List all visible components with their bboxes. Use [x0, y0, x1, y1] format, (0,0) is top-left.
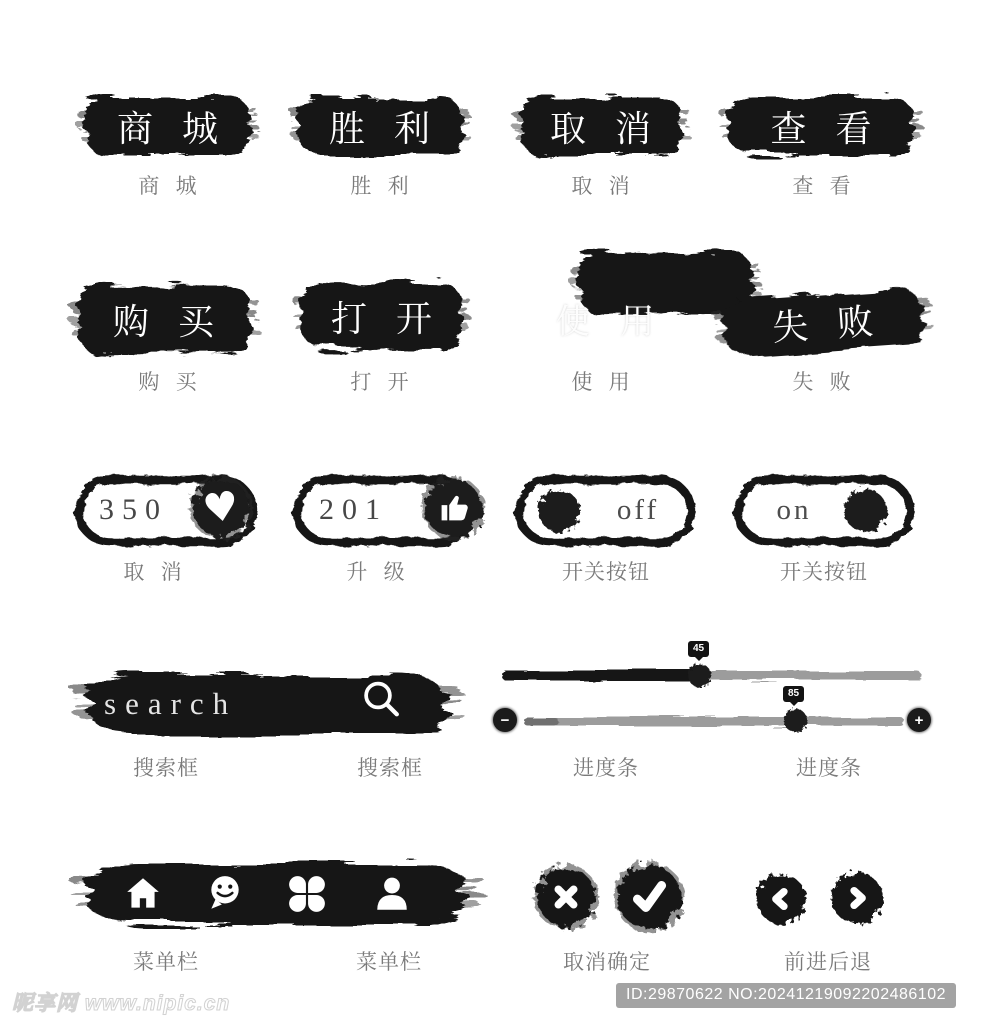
search-box[interactable] — [68, 662, 466, 746]
caption-toggle-upgrade: 升 级 — [346, 560, 406, 584]
button-fail[interactable] — [709, 274, 936, 369]
caption-back-forward: 前进后退 — [784, 950, 872, 974]
forward-icon — [825, 866, 889, 930]
minus-button[interactable]: − — [493, 708, 517, 732]
close-button[interactable] — [527, 858, 605, 936]
caption-shop: 商 城 — [138, 174, 198, 198]
caption-menu-right: 菜单栏 — [356, 950, 422, 974]
image-id-badge: ID:29870622 NO:20241219092202486102 — [616, 983, 956, 1008]
caption-toggle-cancel: 取 消 — [123, 560, 183, 584]
caption-victory: 胜 利 — [350, 174, 410, 198]
caption-use: 使 用 — [571, 370, 631, 394]
button-open[interactable] — [292, 270, 472, 362]
caption-switch-on: 开关按钮 — [780, 560, 868, 584]
knob-scribble — [781, 706, 810, 735]
slider-value-tooltip: 85 — [783, 686, 804, 702]
button-open-label: 打 开 — [330, 298, 433, 339]
like-count-value: 350 — [99, 493, 168, 526]
button-view-label: 查 看 — [770, 108, 873, 149]
slider-value-tooltip: 45 — [688, 641, 709, 657]
button-victory-label: 胜 利 — [328, 108, 431, 149]
knob-scribble — [532, 484, 586, 538]
caption-buy: 购 买 — [138, 370, 198, 394]
button-buy[interactable] — [66, 272, 262, 366]
thumbs-up-icon — [415, 470, 491, 546]
toggle-knob[interactable] — [532, 484, 586, 538]
close-icon — [527, 858, 605, 936]
caption-progress-1: 进度条 — [573, 756, 639, 780]
switch-state-value: off — [616, 493, 660, 526]
button-buy-label: 购 买 — [112, 301, 215, 342]
forward-button[interactable] — [825, 866, 889, 930]
button-victory[interactable] — [288, 86, 472, 166]
like-counter-toggle[interactable] — [72, 470, 262, 550]
button-use-label: 使 用 — [555, 303, 655, 341]
button-shop[interactable] — [75, 86, 261, 166]
switch-off-toggle[interactable] — [512, 470, 698, 550]
switch-on-toggle[interactable] — [731, 470, 917, 550]
caption-search-right: 搜索框 — [357, 756, 423, 780]
clover-icon[interactable] — [287, 874, 327, 914]
upvote-counter-toggle[interactable] — [290, 470, 492, 550]
progress-slider-2[interactable] — [493, 685, 931, 745]
button-fail-label: 失 败 — [770, 300, 876, 349]
caption-switch-off: 开关按钮 — [562, 560, 650, 584]
caption-progress-2: 进度条 — [796, 756, 862, 780]
search-placeholder: search — [104, 686, 238, 721]
user-icon[interactable] — [372, 874, 412, 914]
caption-fail: 失 败 — [792, 370, 852, 394]
caption-view: 查 看 — [792, 174, 852, 198]
button-cancel[interactable] — [510, 86, 692, 166]
caption-search-left: 搜索框 — [133, 756, 199, 780]
watermark-logo: 昵享网 www.nipic.cn — [12, 992, 231, 1015]
toggle-knob[interactable] — [838, 483, 893, 538]
caption-open: 打 开 — [350, 370, 410, 394]
heart-icon: ♥ — [200, 482, 242, 534]
knob-scribble — [838, 483, 893, 538]
menu-bar — [68, 852, 488, 936]
plus-button[interactable]: + — [907, 708, 931, 732]
progress-slider-1[interactable] — [502, 640, 924, 690]
slider-track[interactable] — [524, 714, 906, 729]
button-shop-label: 商 城 — [116, 108, 219, 149]
caption-cancel-confirm: 取消确定 — [563, 950, 651, 974]
button-cancel-label: 取 消 — [549, 108, 652, 149]
upvote-count-value: 201 — [319, 493, 388, 526]
slider-handle[interactable] — [781, 706, 810, 735]
toggle-knob[interactable] — [415, 470, 491, 546]
back-button[interactable] — [750, 868, 812, 930]
back-forward-group — [750, 866, 890, 930]
caption-menu-left: 菜单栏 — [133, 950, 199, 974]
cancel-confirm-group — [527, 856, 693, 938]
button-view[interactable] — [718, 86, 925, 166]
chat-smiley-icon[interactable] — [205, 874, 245, 914]
toggle-knob[interactable] — [183, 470, 259, 546]
back-icon — [750, 868, 812, 930]
home-icon[interactable] — [123, 874, 163, 914]
check-icon — [608, 856, 690, 938]
confirm-button[interactable] — [608, 856, 690, 938]
switch-state-value: on — [776, 493, 812, 526]
search-icon[interactable] — [358, 678, 408, 728]
caption-cancel: 取 消 — [571, 174, 631, 198]
